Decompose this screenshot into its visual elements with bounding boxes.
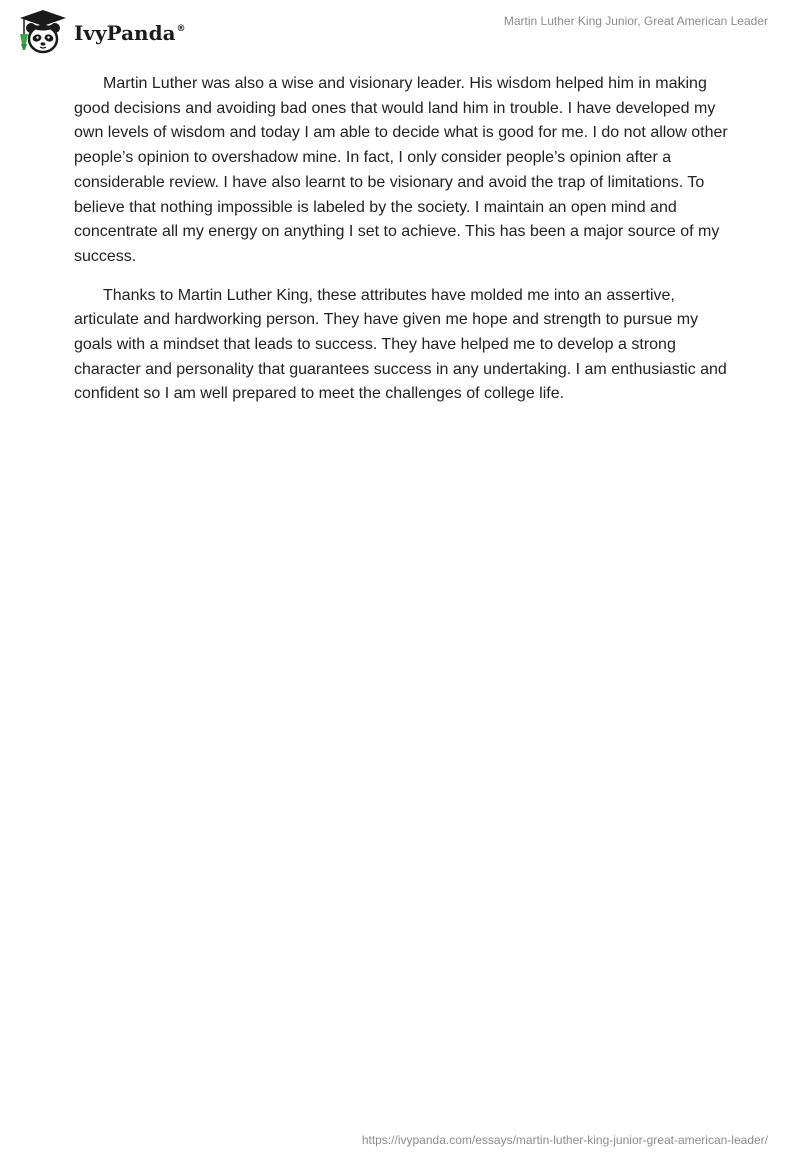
source-url[interactable]: https://ivypanda.com/essays/martin-luther-king-junior-great-american-leader/ bbox=[361, 1133, 768, 1147]
brand-name-text: IvyPanda bbox=[74, 21, 176, 45]
paragraph: Thanks to Martin Luther King, these attributes have molded me into an assertive, articulate and hardworking person. They have given me hope and strength to pursue my goals with a mindset that leads to success. They have helped me to develop a strong character and personality that guarantees success in any undertaking. I am enthusiastic and confident so I am well prepared to meet the challenges of college life. bbox=[74, 286, 727, 403]
panda-graduation-cap-icon bbox=[16, 8, 70, 56]
essay-body bbox=[74, 72, 738, 421]
ivypanda-logo[interactable] bbox=[16, 8, 186, 56]
running-title: Martin Luther King Junior, Great American Leader bbox=[503, 14, 768, 28]
brand-name bbox=[74, 21, 186, 45]
registered-mark: ® bbox=[176, 24, 186, 34]
paragraph: Martin Luther was also a wise and visionary leader. His wisdom helped him in making good decisions and avoiding bad ones that would land him in trouble. I have developed my own levels of wisdom and today I am able to decide what is good for me. I do not allow other people’s opinion to overshadow mine. In fact, I only consider people’s opinion after a considerable review. I have also learnt to be visionary and avoid the trap of limitations. To believe that nothing impossible is labeled by the society. I maintain an open mind and concentrate all my energy on anything I set to achieve. This has been a major source of my success. bbox=[74, 75, 728, 265]
